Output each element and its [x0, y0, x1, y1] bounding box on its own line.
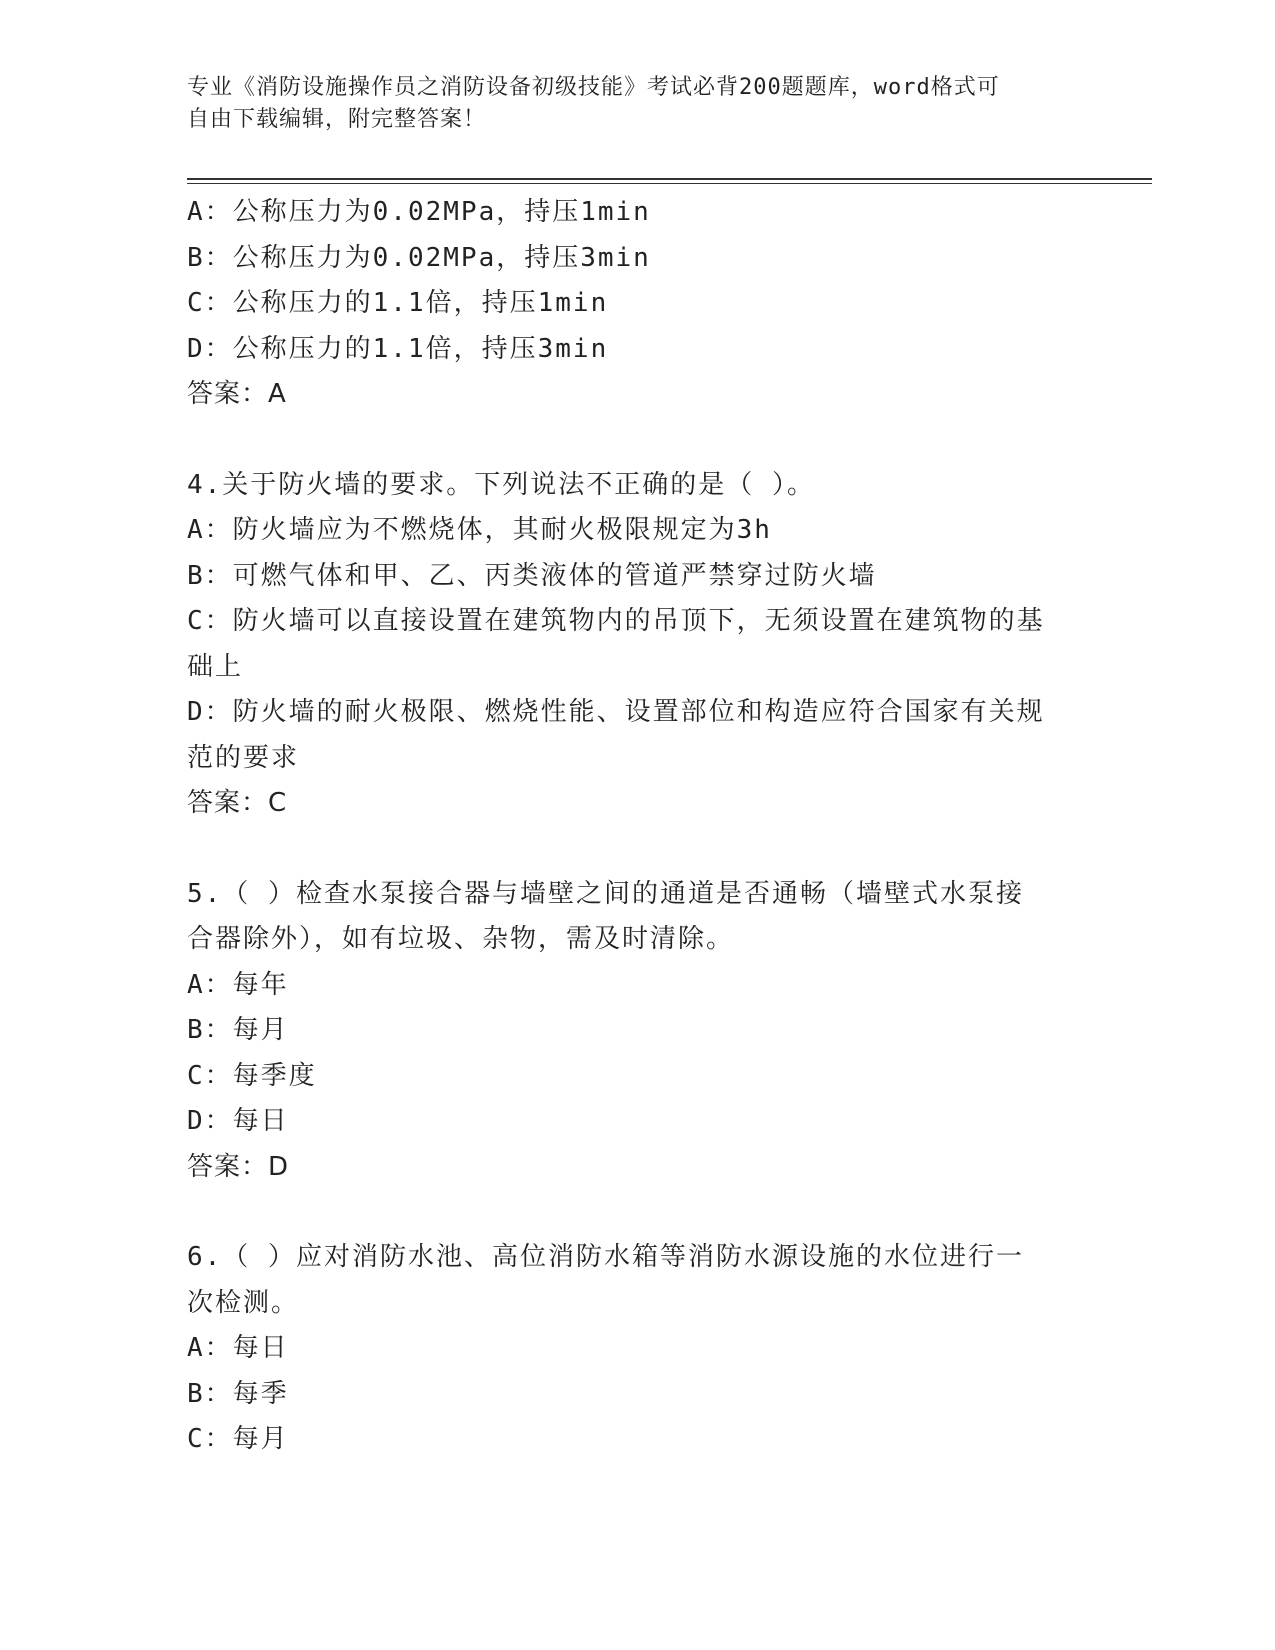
option-c-continued: 础上 — [187, 651, 244, 682]
question-4 — [187, 463, 1077, 827]
option-b: B：每月 — [187, 1015, 289, 1045]
option-d-continued: 范的要求 — [187, 742, 300, 773]
option-a: A：每日 — [187, 1333, 289, 1363]
header-line-1: 专业《消防设施操作员之消防设备初级技能》考试必背200题题库，word格式可 — [187, 75, 1000, 100]
question-3 — [187, 190, 1077, 418]
option-c: C：每月 — [187, 1424, 289, 1454]
question-5 — [187, 872, 1077, 1191]
option-b: B：公称压力为0.02MPa，持压3min — [187, 242, 651, 273]
option-c: C：公称压力的1.1倍，持压1min — [187, 288, 609, 318]
option-d: D：公称压力的1.1倍，持压3min — [187, 333, 609, 364]
spacer — [187, 827, 1077, 872]
spacer — [187, 1190, 1077, 1235]
option-a: A：防火墙应为不燃烧体，其耐火极限规定为3h — [187, 515, 772, 545]
question-stem: 4.关于防火墙的要求。下列说法不正确的是（ ）。 — [187, 469, 815, 500]
option-a: A：公称压力为0.02MPa，持压1min — [187, 197, 651, 227]
option-c: C：防火墙可以直接设置在建筑物内的吊顶下，无须设置在建筑物的基 — [187, 606, 1045, 636]
answer-line: 答案：A — [187, 379, 287, 409]
option-c: C：每季度 — [187, 1060, 317, 1091]
question-stem-continued: 次检测。 — [187, 1287, 300, 1318]
option-b: B：每季 — [187, 1378, 289, 1409]
option-a: A：每年 — [187, 969, 289, 1000]
option-d: D：每日 — [187, 1106, 289, 1136]
header-divider-thin — [187, 183, 1152, 184]
header-line-2: 自由下载编辑，附完整答案！ — [187, 107, 487, 132]
document-header — [187, 72, 1067, 136]
option-d: D：防火墙的耐火极限、燃烧性能、设置部位和构造应符合国家有关规 — [187, 697, 1045, 727]
question-stem: 5.（ ）检查水泵接合器与墙壁之间的通道是否通畅（墙壁式水泵接 — [187, 878, 1024, 909]
answer-line: 答案：C — [187, 788, 288, 818]
question-6 — [187, 1235, 1077, 1463]
header-divider-thick — [187, 178, 1152, 180]
question-stem-continued: 合器除外），如有垃圾、杂物，需及时清除。 — [187, 924, 735, 954]
question-stem: 6.（ ）应对消防水池、高位消防水箱等消防水源设施的水位进行一 — [187, 1242, 1024, 1272]
spacer — [187, 418, 1077, 463]
document-body — [187, 190, 1077, 1463]
answer-line: 答案：D — [187, 1151, 290, 1182]
option-b: B：可燃气体和甲、乙、丙类液体的管道严禁穿过防火墙 — [187, 560, 877, 591]
